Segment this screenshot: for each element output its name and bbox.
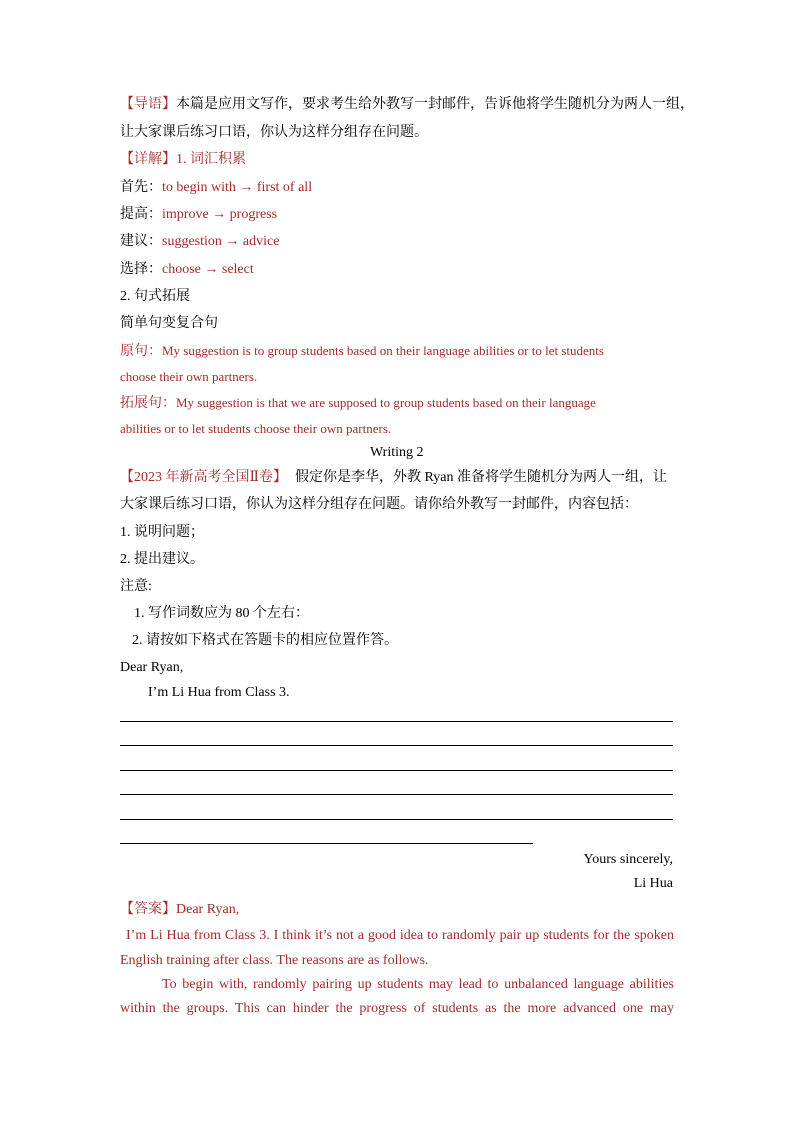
letter-closing: Yours sincerely, <box>583 852 673 867</box>
intro-text-1: 本篇是应用文写作，要求考生给外教写一封邮件，告诉他将学生随机分为两人一组， <box>176 97 694 112</box>
answer-p1-line-1: I’m Li Hua from Class 3. I think it’s not a good idea to randomly pair up students for the spoken <box>126 928 674 943</box>
note-item-2: 2. 请按如下格式在答题卡的相应位置作答。 <box>132 633 398 648</box>
answer-line[interactable] <box>120 770 673 771</box>
letter-signature: Li Hua <box>633 876 673 891</box>
vocab-label: 选择： <box>120 262 162 277</box>
answer-p2-line-2: within the groups. This can hinder the progress of students as the more advanced one may <box>120 1001 674 1016</box>
extended-text-1: My suggestion is that we are supposed to group students based on their language <box>176 395 596 410</box>
detail-heading <box>120 151 246 169</box>
requirement-item-1: 1. 说明问题； <box>120 525 204 540</box>
answer-line[interactable] <box>120 819 673 820</box>
vocab-item-4 <box>120 261 254 279</box>
original-text-1: My suggestion is to group students based on their language abilities or to let students <box>162 343 604 358</box>
letter-opening: I’m Li Hua from Class 3. <box>148 685 290 700</box>
original-label: 原句： <box>120 344 162 359</box>
prompt-line-1 <box>120 469 667 487</box>
intro-tag: 【导语】 <box>120 97 176 112</box>
intro-line-1 <box>120 96 694 114</box>
note-item-1: 1. 写作词数应为 80 个左右： <box>134 606 309 621</box>
extended-sentence-line-1 <box>120 394 596 413</box>
original-sentence-line-1 <box>120 342 604 361</box>
vocab-value: suggestion → advice <box>162 234 280 249</box>
answer-line[interactable] <box>120 843 533 844</box>
intro-line-2: 让大家课后练习口语，你认为这样分组存在问题。 <box>120 125 428 140</box>
prompt-line-2: 大家课后练习口语，你认为这样分组存在问题。请你给外教写一封邮件，内容包括： <box>120 497 638 512</box>
vocab-item-1 <box>120 179 312 197</box>
letter-greeting: Dear Ryan, <box>120 660 184 675</box>
writing-title: Writing 2 <box>370 445 424 460</box>
vocab-value: choose → select <box>162 262 254 277</box>
vocab-label: 建议： <box>120 234 162 249</box>
sentence-subheading: 简单句变复合句 <box>120 316 218 331</box>
note-heading: 注意: <box>120 579 152 594</box>
answer-p2-line-1: To begin with, randomly pairing up students may lead to unbalanced language abilities <box>162 977 674 992</box>
answer-line[interactable] <box>120 721 673 722</box>
requirement-item-2: 2. 提出建议。 <box>120 552 204 567</box>
prompt-text-1: 假定你是李华，外教 Ryan 准备将学生随机分为两人一组，让 <box>295 470 668 485</box>
extended-sentence-line-2: abilities or to let students choose their own partners. <box>120 421 392 436</box>
answer-line[interactable] <box>120 794 673 795</box>
answer-greeting: Dear Ryan, <box>176 902 240 917</box>
answer-heading <box>120 901 239 919</box>
original-sentence-line-2: choose their own partners. <box>120 369 258 384</box>
vocab-value: improve → progress <box>162 207 278 222</box>
vocab-item-2 <box>120 206 277 224</box>
sentence-heading: 2. 句式拓展 <box>120 289 190 304</box>
answer-line[interactable] <box>120 745 673 746</box>
vocab-label: 首先： <box>120 180 162 195</box>
vocab-item-3 <box>120 233 279 251</box>
detail-tag: 【详解】 <box>120 152 176 167</box>
vocab-value: to begin with → first of all <box>162 180 313 195</box>
answer-tag: 【答案】 <box>120 902 176 917</box>
vocab-heading: 1. 词汇积累 <box>176 152 246 167</box>
vocab-label: 提高： <box>120 207 162 222</box>
extended-label: 拓展句： <box>120 396 176 411</box>
source-tag: 【2023 年新高考全国Ⅱ卷】 <box>120 470 288 485</box>
answer-p1-line-2: English training after class. The reasons are as follows. <box>120 953 429 968</box>
